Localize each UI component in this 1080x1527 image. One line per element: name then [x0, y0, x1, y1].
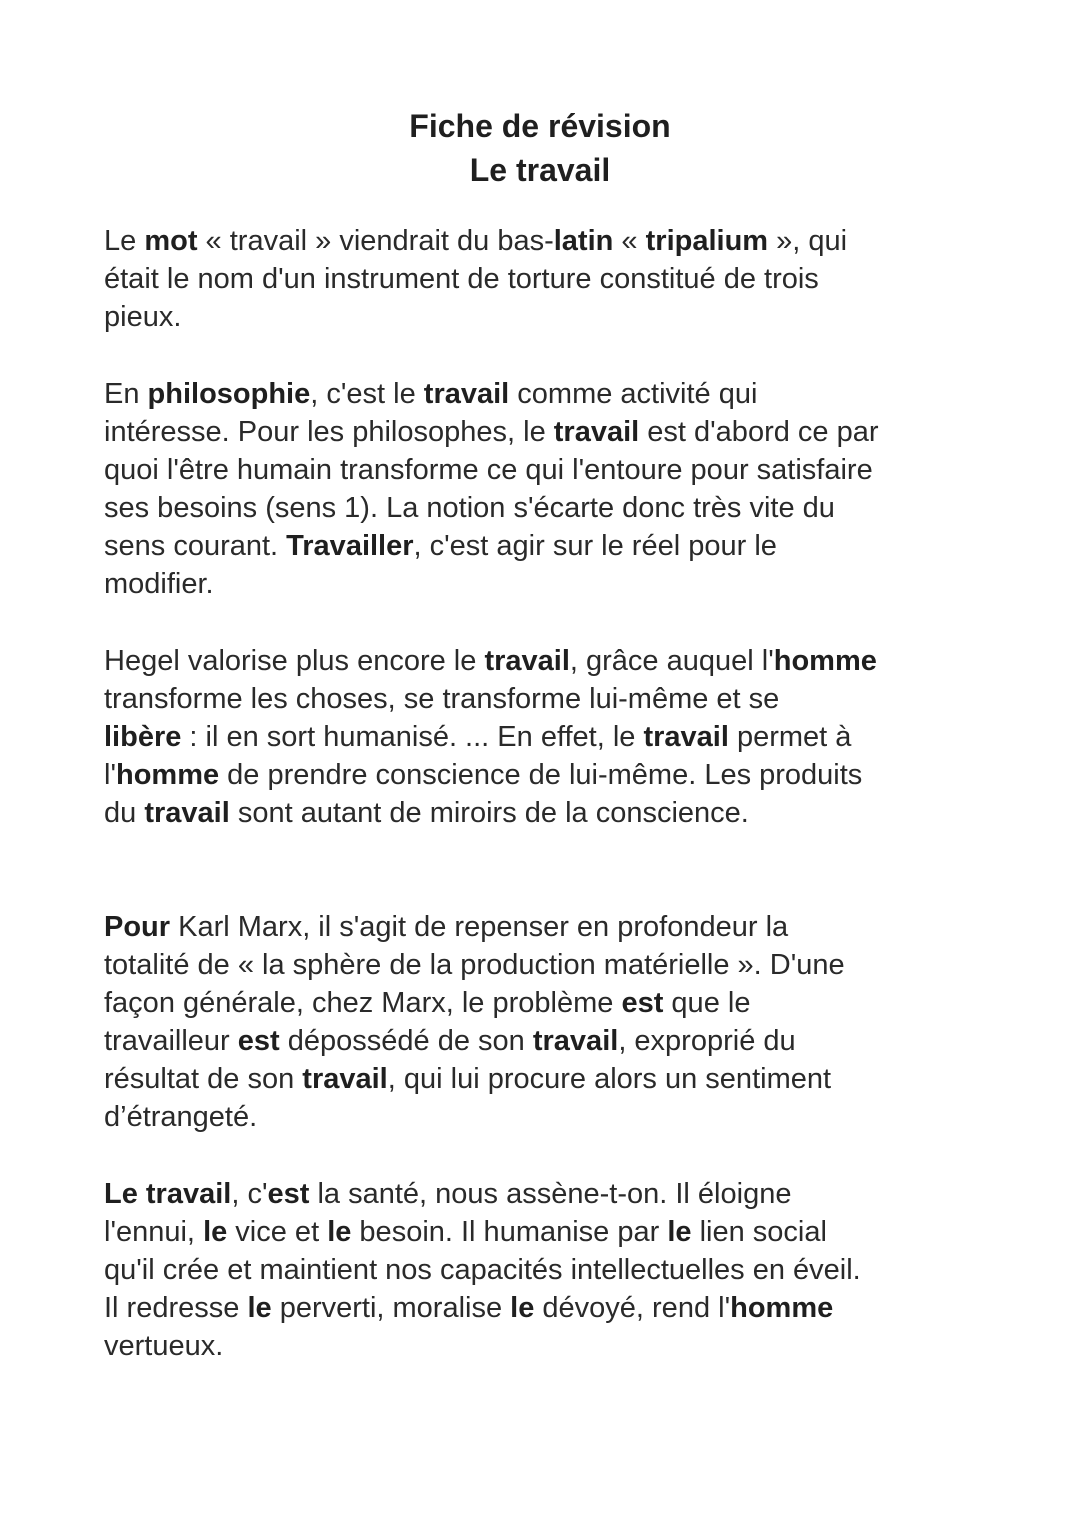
bold-term: homme [773, 645, 877, 677]
text-run: Karl Marx, il s'agit de repenser en profondeur la [170, 911, 789, 943]
text-line [104, 527, 1004, 565]
bold-term: travail [532, 1025, 619, 1057]
text-run: du [104, 797, 145, 829]
text-run: l' [104, 759, 116, 791]
text-run: l'ennui, [104, 1216, 204, 1248]
text-run: sont autant de miroirs de la conscience. [229, 797, 749, 829]
text-run: besoin. Il humanise par [351, 1216, 668, 1248]
text-run: vertueux. [104, 1330, 224, 1362]
text-run: qu'il crée et maintient nos capacités intellectuelles en éveil. [104, 1254, 861, 1286]
text-run: est d'abord ce par [639, 416, 879, 448]
paragraph-marx [104, 908, 1004, 1136]
bold-term: travail [144, 797, 230, 829]
text-run: ses besoins (sens 1). La notion s'écarte donc très vite du [104, 492, 835, 524]
text-line [104, 984, 1004, 1022]
bold-term: tripalium [645, 225, 769, 257]
text-line [104, 375, 1004, 413]
text-run: que le [663, 987, 751, 1019]
text-run: », qui [768, 225, 848, 257]
bold-term: Pour [104, 911, 171, 943]
text-line [104, 1098, 1004, 1136]
bold-term: mot [144, 225, 198, 257]
text-line [104, 260, 1004, 298]
text-run: dévoyé, rend l' [534, 1292, 731, 1324]
text-run: , qui lui procure alors un sentiment [387, 1063, 832, 1095]
text-run: totalité de « la sphère de la production matérielle ». D'une [104, 949, 845, 981]
text-run: , exproprié du [618, 1025, 796, 1057]
bold-term: est [267, 1178, 310, 1210]
text-run: modifier. [104, 568, 214, 600]
text-run: , c' [231, 1178, 268, 1210]
text-run: pieux. [104, 301, 182, 333]
text-line [104, 794, 1004, 832]
text-run: « [613, 225, 646, 257]
bold-term: travail [423, 378, 510, 410]
text-run: « travail » viendrait du bas- [197, 225, 554, 257]
bold-term: homme [115, 759, 220, 791]
text-line [104, 565, 1004, 603]
text-line [104, 1327, 1004, 1365]
text-run: Il redresse [104, 1292, 248, 1324]
text-line [104, 946, 1004, 984]
text-line [104, 680, 1004, 718]
bold-term: Travailler [286, 530, 414, 562]
bold-term: libère [104, 721, 182, 753]
paragraph-philosophy [104, 375, 1004, 603]
text-run: vice et [227, 1216, 328, 1248]
text-line [104, 451, 1004, 489]
text-run: transforme les choses, se transforme lui-même et se [104, 683, 780, 715]
bold-term: travail [302, 1063, 388, 1095]
text-run: était le nom d'un instrument de torture constitué de trois [104, 263, 819, 295]
text-line [104, 642, 1004, 680]
text-run: sens courant. [104, 530, 287, 562]
text-run: comme activité qui [509, 378, 758, 410]
text-line [104, 908, 1004, 946]
text-run: lien social [691, 1216, 827, 1248]
text-line [104, 489, 1004, 527]
text-line [104, 1060, 1004, 1098]
bold-term: latin [553, 225, 614, 257]
text-run: , c'est le [310, 378, 424, 410]
text-line [104, 413, 1004, 451]
bold-term: Le travail [104, 1178, 232, 1210]
text-run: En [104, 378, 148, 410]
text-line [104, 1289, 1004, 1327]
paragraph-hegel [104, 642, 1004, 832]
bold-term: le [203, 1216, 228, 1248]
text-line [104, 222, 1004, 260]
bold-term: philosophie [147, 378, 311, 410]
bold-term: travail [553, 416, 640, 448]
text-run: dépossédé de son [279, 1025, 533, 1057]
text-line [104, 1022, 1004, 1060]
bold-term: homme [730, 1292, 834, 1324]
text-line [104, 1213, 1004, 1251]
text-run: perverti, moralise [271, 1292, 511, 1324]
text-run: travailleur [104, 1025, 238, 1057]
text-run: Hegel valorise plus encore le [104, 645, 485, 677]
page-title: Fiche de révision [409, 108, 671, 144]
text-run: quoi l'être humain transforme ce qui l'entoure pour satisfaire [104, 454, 873, 486]
bold-term: travail [484, 645, 570, 677]
text-run: Le [104, 225, 145, 257]
text-line [104, 1175, 1004, 1213]
text-run: : il en sort humanisé. ... En effet, le [181, 721, 644, 753]
text-run: permet à [728, 721, 852, 753]
bold-term: est [621, 987, 664, 1019]
text-run: , grâce auquel l' [569, 645, 774, 677]
bold-term: le [510, 1292, 535, 1324]
text-line [104, 756, 1004, 794]
paragraph-etymology [104, 222, 1004, 336]
text-line [104, 1251, 1004, 1289]
bold-term: est [237, 1025, 280, 1057]
bold-term: travail [643, 721, 729, 753]
text-run: intéresse. Pour les philosophes, le [104, 416, 554, 448]
text-run: d’étrangeté. [104, 1101, 258, 1133]
bold-term: le [247, 1292, 272, 1324]
text-line [104, 298, 1004, 336]
text-line [104, 718, 1004, 756]
text-run: de prendre conscience de lui-même. Les produits [219, 759, 863, 791]
page-subtitle: Le travail [469, 152, 611, 188]
bold-term: le [327, 1216, 352, 1248]
text-run: , c'est agir sur le réel pour le [413, 530, 777, 562]
bold-term: le [667, 1216, 692, 1248]
text-run: résultat de son [104, 1063, 303, 1095]
paragraph-health [104, 1175, 1004, 1365]
text-run: la santé, nous assène-t-on. Il éloigne [309, 1178, 792, 1210]
text-run: façon générale, chez Marx, le problème [104, 987, 622, 1019]
